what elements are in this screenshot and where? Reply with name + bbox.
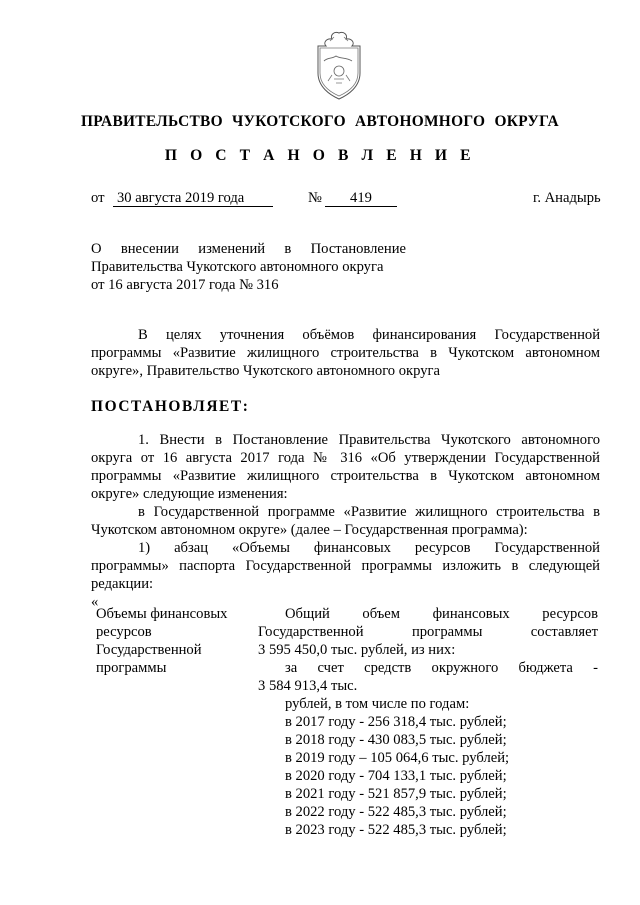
body-line: в Государственной программе «Развитие жилищного строительства в <box>138 504 600 520</box>
coat-of-arms-emblem <box>306 29 372 101</box>
subject-line: Правительства Чукотского автономного округа <box>91 259 384 275</box>
table-left-cell: ресурсов <box>96 624 152 640</box>
table-right-cell: в 2019 году – 105 064,6 тыс. рублей; <box>285 750 510 766</box>
table-right-cell: в 2018 году - 430 083,5 тыс. рублей; <box>285 732 507 748</box>
table-right-cell: в 2022 году - 522 485,3 тыс. рублей; <box>285 804 507 820</box>
subject-line: от 16 августа 2017 года № 316 <box>91 277 279 293</box>
table-right-cell: в 2020 году - 704 133,1 тыс. рублей; <box>285 768 507 784</box>
table-right-cell: в 2023 году - 522 485,3 тыс. рублей; <box>285 822 507 838</box>
number-field <box>325 190 397 207</box>
preamble-line: программы «Развитие жилищного строительства в Чукотском автономном <box>91 345 600 361</box>
table-right-cell: 3 595 450,0 тыс. рублей, из них: <box>258 642 456 658</box>
table-right-cell: 3 584 913,4 тыс. <box>258 678 358 694</box>
body-line: 1. Внести в Постановление Правительства Чукотского автономного <box>138 432 600 448</box>
document-type-title: П О С Т А Н О В Л Е Н И Е <box>164 147 476 164</box>
table-right-cell: в 2017 году - 256 318,4 тыс. рублей; <box>285 714 507 730</box>
table-left-cell: Государственной <box>96 642 202 658</box>
date-field <box>113 190 273 207</box>
preamble-line: округе», Правительство Чукотского автономного округа <box>91 363 441 379</box>
table-left-cell: Объемы финансовых <box>96 606 228 622</box>
date-prefix: от <box>91 190 105 206</box>
table-left-cell: программы <box>96 660 167 676</box>
table-right-cell: Государственной программы составляет <box>258 624 598 640</box>
table-right-cell: Общий объем финансовых ресурсов <box>285 606 598 622</box>
body-line: программы «Развитие жилищного строительства в Чукотском автономном <box>91 468 600 484</box>
body-line: Чукотском автономном округе» (далее – Государственная программа): <box>91 522 528 538</box>
document-number: 419 <box>325 191 397 207</box>
preamble-line: В целях уточнения объёмов финансирования Государственной <box>138 327 600 343</box>
table-right-cell: рублей, в том числе по годам: <box>285 696 470 712</box>
body-line: округе» следующие изменения: <box>91 486 288 502</box>
subject-line: О внесении изменений в Постановление <box>91 241 406 257</box>
body-line: округа от 16 августа 2017 года № 316 «Об утверждении Государственной <box>91 450 600 466</box>
number-prefix: № <box>308 190 322 206</box>
body-line: 1) абзац «Объемы финансовых ресурсов Государственной <box>138 540 600 556</box>
body-line: программы» паспорта Государственной программы изложить в следующей <box>91 558 600 574</box>
organization-title: ПРАВИТЕЛЬСТВО ЧУКОТСКОГО АВТОНОМНОГО ОКРУГА <box>81 113 559 130</box>
document-date: 30 августа 2019 года <box>113 191 273 207</box>
city: г. Анадырь <box>533 190 601 206</box>
table-right-cell: в 2021 году - 521 857,9 тыс. рублей; <box>285 786 507 802</box>
body-line: редакции: <box>91 576 154 592</box>
table-right-cell: за счет средств окружного бюджета - <box>285 660 598 676</box>
resolves-heading: ПОСТАНОВЛЯЕТ: <box>91 398 250 415</box>
quote-open: « <box>91 594 99 610</box>
